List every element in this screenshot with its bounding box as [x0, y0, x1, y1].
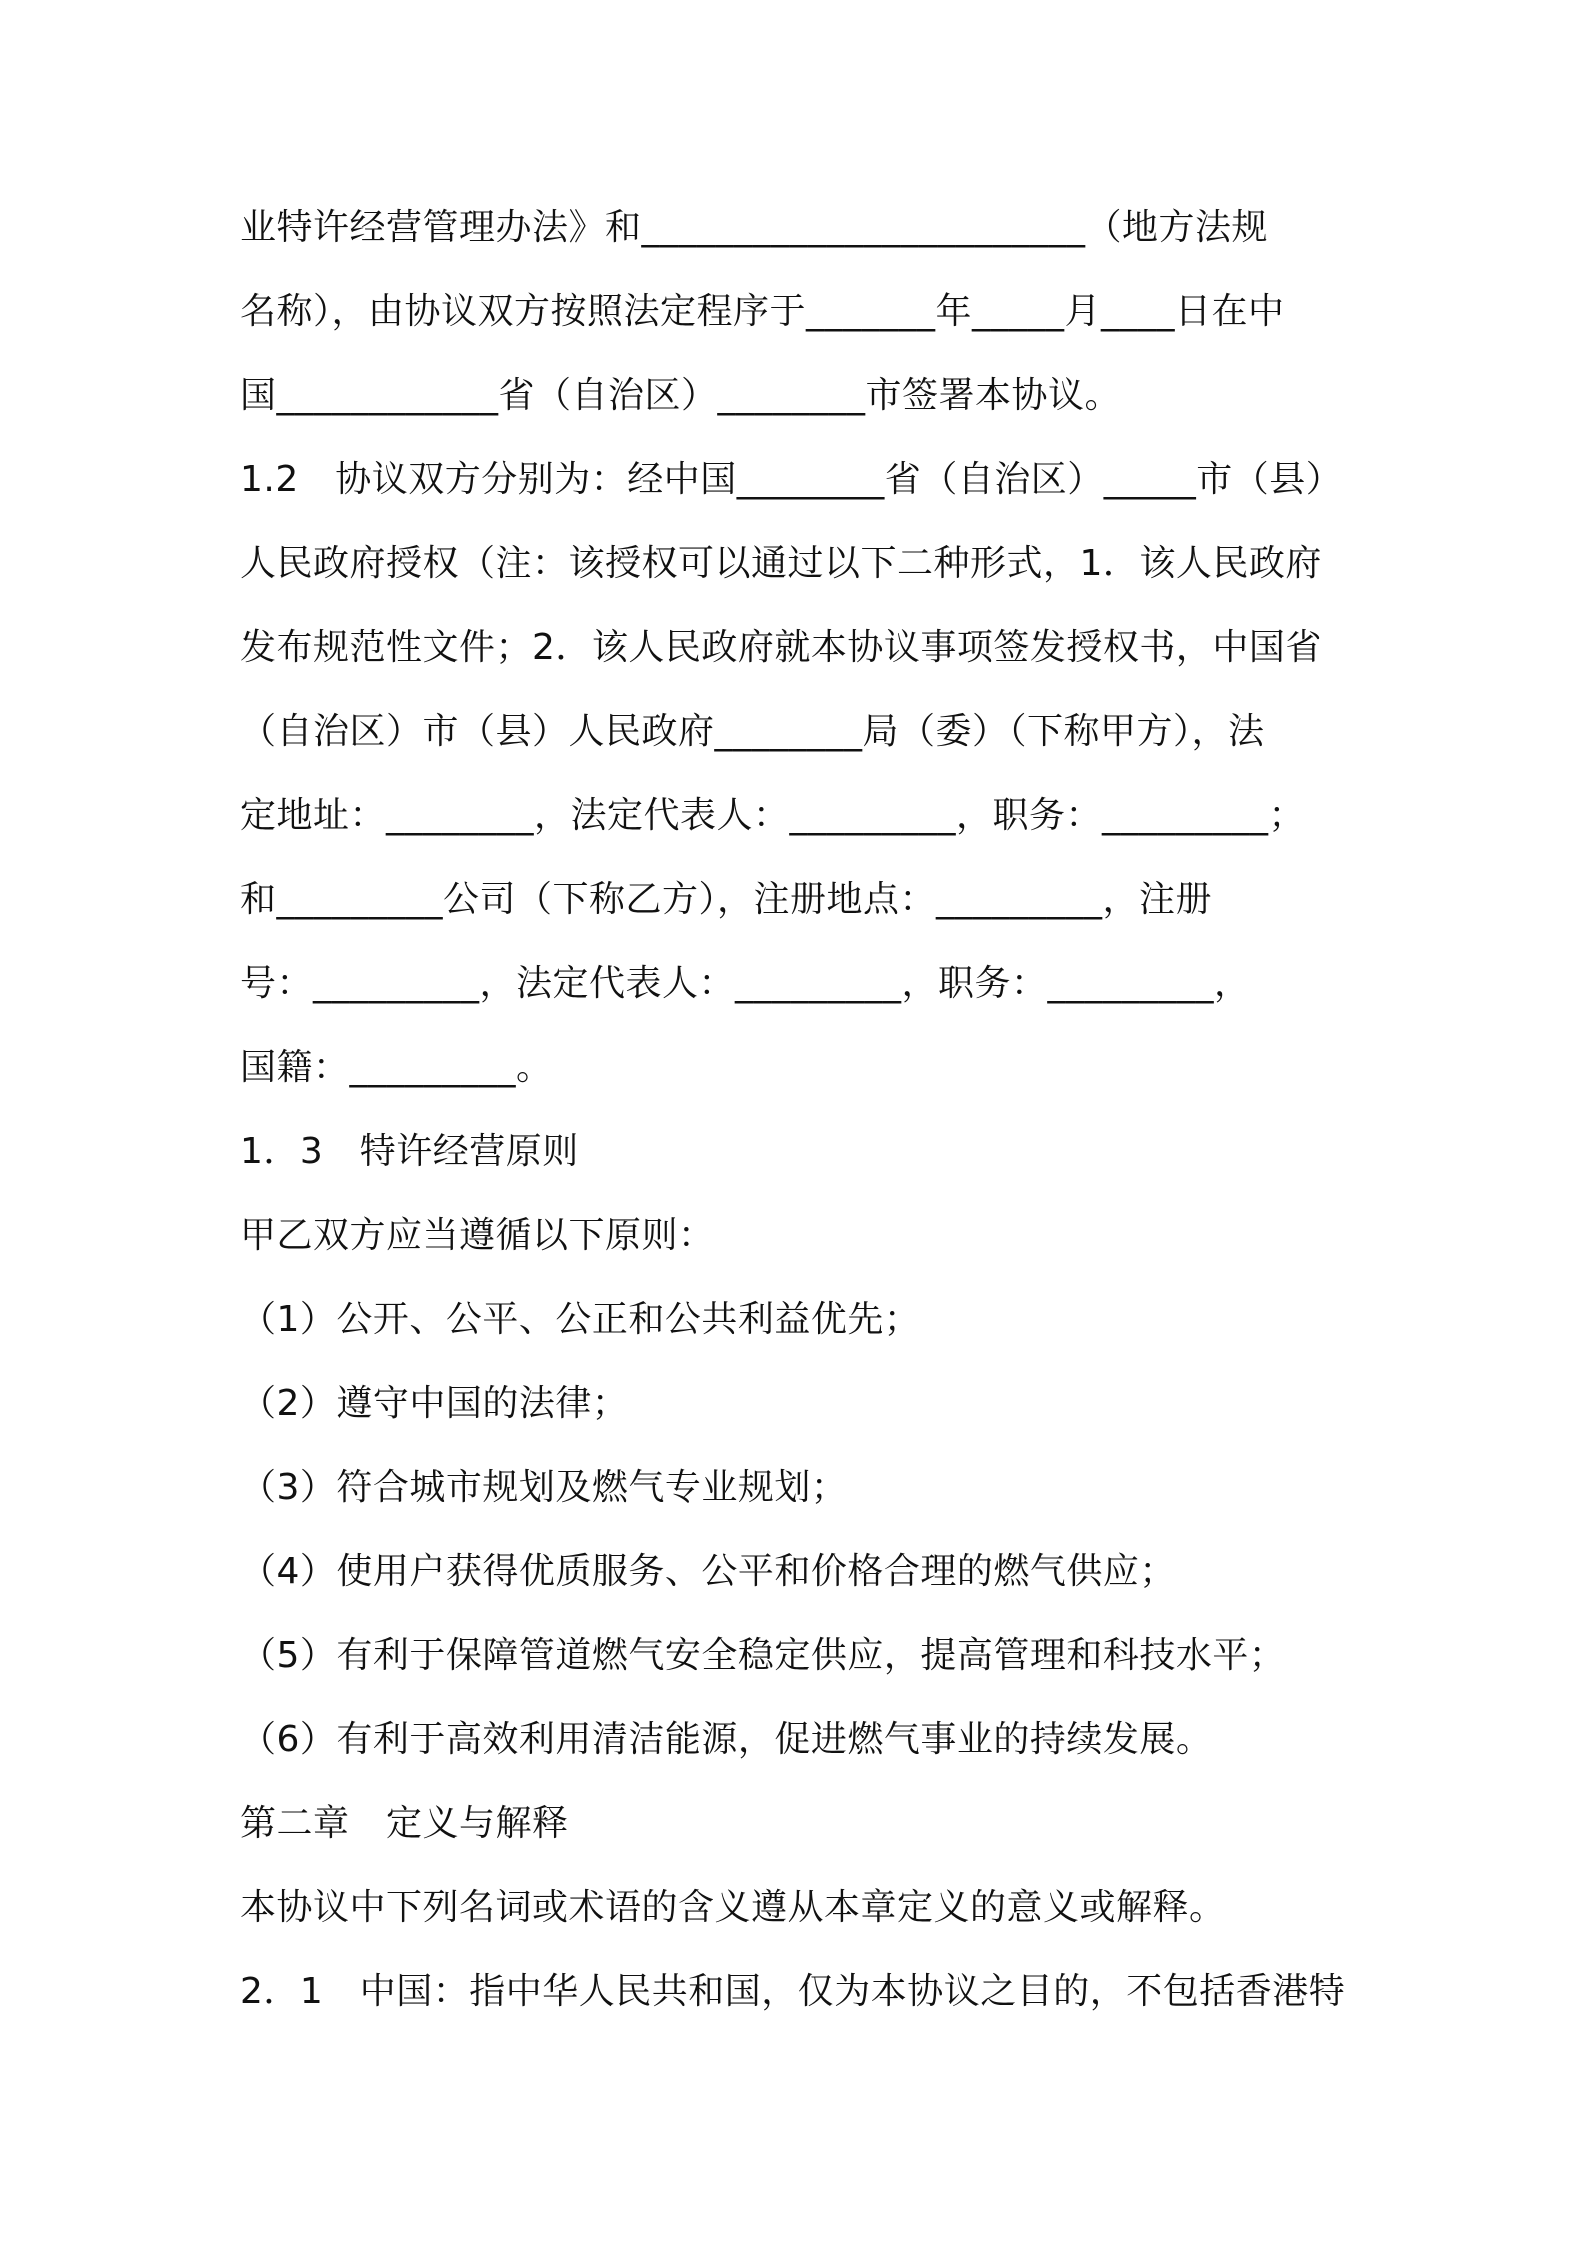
text-line: （自治区）市（县）人民政府________局（委）（下称甲方），法 [240, 711, 1265, 752]
text-line: 名称），由协议双方按照法定程序于_______年_____月____日在中 [240, 291, 1285, 332]
list-item: （1）公开、公平、公正和公共利益优先； [240, 1299, 921, 1340]
text-line: 2．1 中国：指中华人民共和国，仅为本协议之目的，不包括香港特 [240, 1971, 1346, 2012]
section-heading: 1．3 特许经营原则 [240, 1131, 579, 1172]
text-line: 和_________公司（下称乙方），注册地点：_________，注册 [240, 879, 1213, 920]
text-line: 发布规范性文件；2．该人民政府就本协议事项签发授权书，中国省 [240, 627, 1322, 668]
text-line: 1.2 协议双方分别为：经中国________省（自治区）_____市（县） [240, 459, 1343, 500]
text-line: 国籍：_________。 [240, 1047, 553, 1088]
list-item: （2）遵守中国的法律； [240, 1383, 629, 1424]
text-line: 本协议中下列名词或术语的含义遵从本章定义的意义或解释。 [240, 1887, 1226, 1928]
list-item: （3）符合城市规划及燃气专业规划； [240, 1467, 848, 1508]
text-line: 号：_________，法定代表人：_________，职务：_________， [240, 963, 1251, 1004]
list-item: （4）使用户获得优质服务、公平和价格合理的燃气供应； [240, 1551, 1176, 1592]
text-line: 业特许经营管理办法》和________________________（地方法规 [240, 207, 1269, 248]
text-line: 甲乙双方应当遵循以下原则： [240, 1215, 715, 1256]
list-item: （5）有利于保障管道燃气安全稳定供应，提高管理和科技水平； [240, 1635, 1286, 1676]
chapter-heading: 第二章 定义与解释 [240, 1803, 569, 1844]
text-line: 国____________省（自治区）________市签署本协议。 [240, 375, 1122, 416]
text-line: 定地址：________，法定代表人：_________，职务：_________； [240, 795, 1306, 836]
list-item: （6）有利于高效利用清洁能源，促进燃气事业的持续发展。 [240, 1719, 1213, 1760]
text-line: 人民政府授权（注：该授权可以通过以下二种形式，1．该人民政府 [240, 543, 1322, 584]
